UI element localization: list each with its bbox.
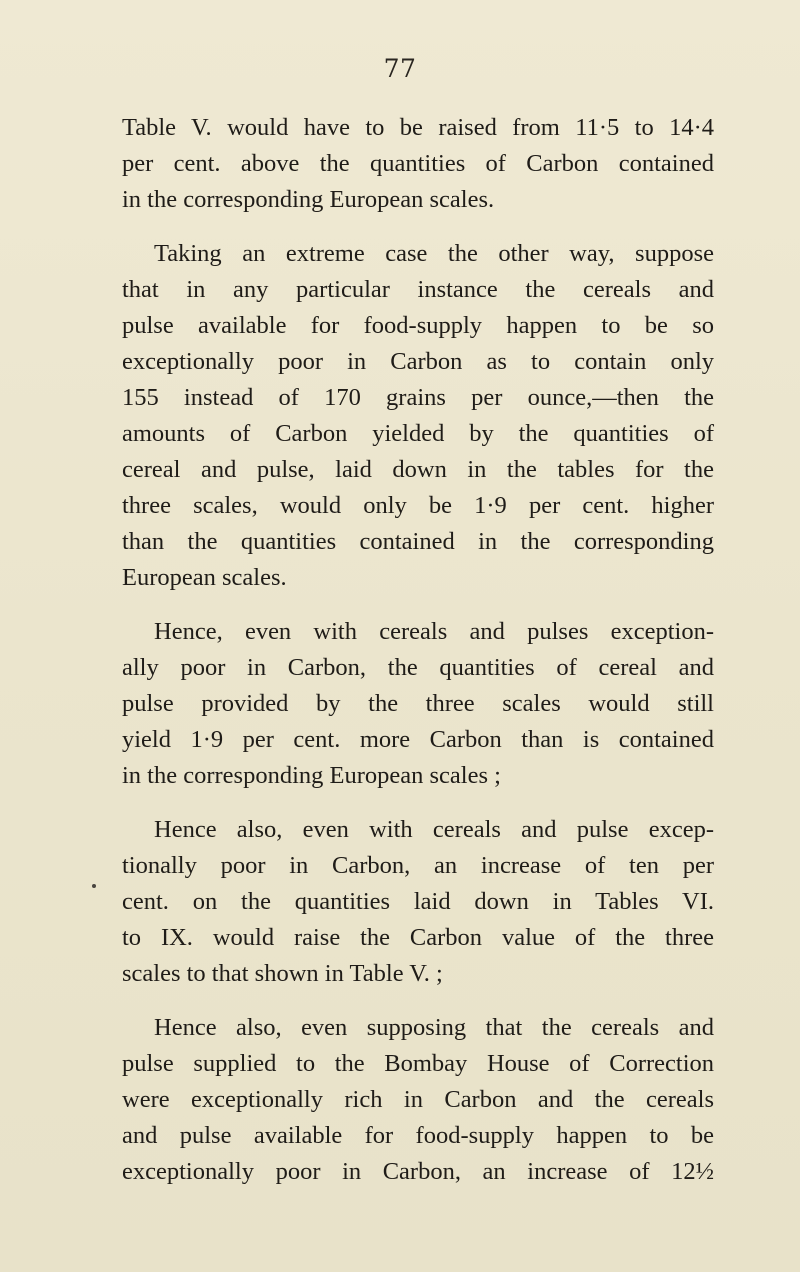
text-line: to IX. would raise the Carbon value of the three — [122, 924, 714, 951]
text-line: 155 instead of 170 grains per ounce,—then the — [122, 384, 714, 411]
text-line: cent. on the quantities laid down in Tables VI. — [122, 888, 714, 915]
text-line: Hence, even with cereals and pulses exception- — [154, 618, 714, 645]
text-line: cereal and pulse, laid down in the tables for the — [122, 456, 714, 483]
text-line: scales to that shown in Table V. ; — [122, 960, 443, 987]
text-line: and pulse available for food-supply happen to be — [122, 1122, 714, 1149]
text-line: than the quantities contained in the corresponding — [122, 528, 714, 555]
text-line: European scales. — [122, 564, 287, 591]
text-line: exceptionally poor in Carbon, an increase of 12½ — [122, 1158, 714, 1185]
text-line: that in any particular instance the cereals and — [122, 276, 714, 303]
text-line: yield 1·9 per cent. more Carbon than is contained — [122, 726, 714, 753]
text-line: pulse supplied to the Bombay House of Correction — [122, 1050, 714, 1077]
text-line: were exceptionally rich in Carbon and the cereals — [122, 1086, 714, 1113]
text-line: three scales, would only be 1·9 per cent. higher — [122, 492, 714, 519]
text-line: exceptionally poor in Carbon as to contain only — [122, 348, 714, 375]
paragraph-5 — [122, 1010, 714, 1190]
paragraph-2 — [122, 236, 714, 596]
text-line: ally poor in Carbon, the quantities of cereal and — [122, 654, 714, 681]
text-line: amounts of Carbon yielded by the quantities of — [122, 420, 714, 447]
text-line: Hence also, even supposing that the cereals and — [154, 1014, 714, 1041]
ink-speck — [92, 884, 96, 888]
text-line: Table V. would have to be raised from 11·5 to 14·4 — [122, 114, 714, 141]
body-text — [122, 110, 714, 1204]
text-line: Taking an extreme case the other way, suppose — [154, 240, 714, 267]
text-line: Hence also, even with cereals and pulse excep- — [154, 816, 714, 843]
text-line: in the corresponding European scales. — [122, 186, 495, 213]
text-line: tionally poor in Carbon, an increase of ten per — [122, 852, 714, 879]
text-line: pulse provided by the three scales would still — [122, 690, 714, 717]
text-line: in the corresponding European scales ; — [122, 762, 501, 789]
page-number: 77 — [383, 54, 417, 83]
paragraph-1 — [122, 110, 714, 218]
paragraph-3 — [122, 614, 714, 794]
paragraph-4 — [122, 812, 714, 992]
text-line: per cent. above the quantities of Carbon contained — [122, 150, 714, 177]
text-line: pulse available for food-supply happen to be so — [122, 312, 714, 339]
